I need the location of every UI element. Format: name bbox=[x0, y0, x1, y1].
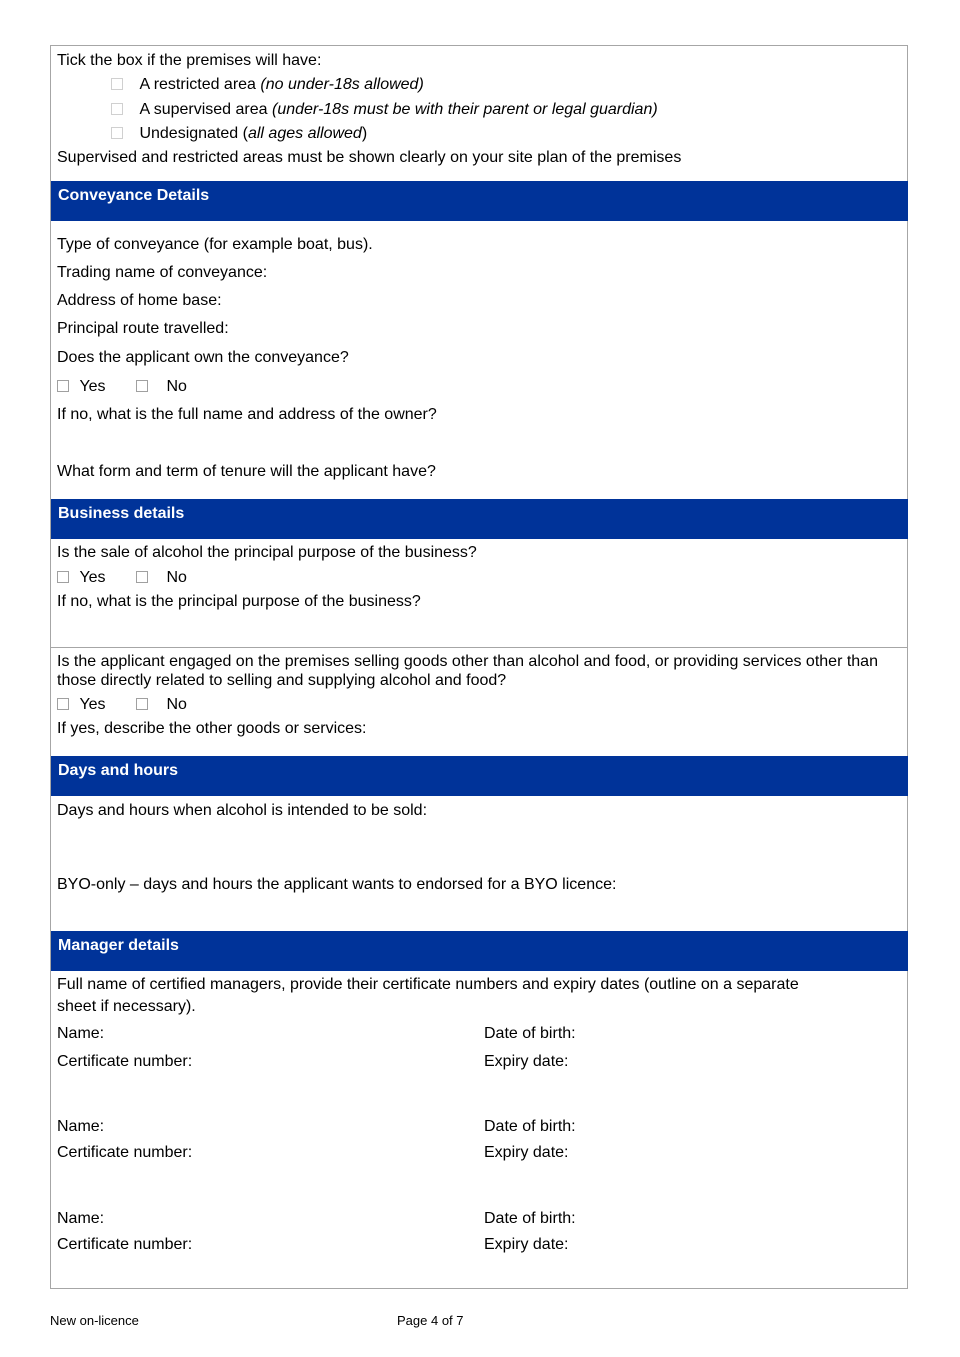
other-goods-question-line1: Is the applicant engaged on the premises selling goods other than alcohol and food, or providing services other than bbox=[57, 653, 878, 670]
business-header bbox=[51, 499, 908, 539]
yes-label: Yes bbox=[79, 696, 106, 713]
conveyance-type-label: Type of conveyance (for example boat, bus). bbox=[57, 236, 373, 253]
trading-name-label: Trading name of conveyance: bbox=[57, 264, 268, 281]
home-base-label: Address of home base: bbox=[57, 292, 222, 309]
supervised-area-option bbox=[111, 100, 658, 120]
name-label: Name: bbox=[57, 1118, 105, 1135]
section-title: Business details bbox=[58, 505, 185, 522]
expiry-label: Expiry date: bbox=[484, 1144, 569, 1161]
no-label: No bbox=[166, 569, 187, 586]
section-title: Days and hours bbox=[58, 762, 179, 779]
no-checkbox[interactable] bbox=[136, 571, 148, 583]
route-label: Principal route travelled: bbox=[57, 320, 229, 337]
option-suffix: ) bbox=[361, 125, 368, 142]
other-goods-options bbox=[57, 695, 187, 715]
principal-purpose-followup: If no, what is the principal purpose of the business? bbox=[57, 593, 421, 610]
yes-checkbox[interactable] bbox=[57, 571, 69, 583]
option-label: A restricted area bbox=[139, 76, 261, 93]
section-title: Conveyance Details bbox=[58, 187, 210, 204]
dob-label: Date of birth: bbox=[484, 1118, 576, 1135]
dob-label: Date of birth: bbox=[484, 1025, 576, 1042]
yes-checkbox[interactable] bbox=[57, 380, 69, 392]
footer-page-number: Page 4 of 7 bbox=[397, 1313, 464, 1328]
name-label: Name: bbox=[57, 1210, 105, 1227]
certificate-label: Certificate number: bbox=[57, 1053, 193, 1070]
option-label: A supervised area bbox=[139, 101, 272, 118]
application-form bbox=[50, 45, 908, 1289]
own-conveyance-options bbox=[57, 377, 187, 397]
sale-hours-label: Days and hours when alcohol is intended to be sold: bbox=[57, 802, 428, 819]
footer-doc-name: New on-licence bbox=[50, 1313, 139, 1328]
byo-hours-label: BYO-only – days and hours the applicant wants to endorsed for a BYO licence: bbox=[57, 876, 617, 893]
conveyance-header bbox=[51, 181, 908, 221]
undesignated-option bbox=[111, 124, 367, 144]
manager-intro-line1: Full name of certified managers, provide their certificate numbers and expiry dates (outline on a separate bbox=[57, 976, 799, 993]
yes-label: Yes bbox=[79, 569, 106, 586]
supervised-area-checkbox[interactable] bbox=[111, 103, 123, 115]
certificate-label: Certificate number: bbox=[57, 1144, 193, 1161]
divider bbox=[51, 647, 908, 648]
option-note: all ages allowed bbox=[247, 125, 362, 142]
restricted-area-option bbox=[111, 75, 424, 95]
option-label: Undesignated ( bbox=[139, 125, 248, 142]
area-intro: Tick the box if the premises will have: bbox=[57, 52, 322, 69]
principal-purpose-question: Is the sale of alcohol the principal purpose of the business? bbox=[57, 544, 477, 561]
own-conveyance-question: Does the applicant own the conveyance? bbox=[57, 349, 349, 366]
no-label: No bbox=[166, 696, 187, 713]
no-checkbox[interactable] bbox=[136, 380, 148, 392]
manager-intro-line2: sheet if necessary). bbox=[57, 998, 196, 1015]
other-goods-followup: If yes, describe the other goods or services: bbox=[57, 720, 367, 737]
principal-purpose-options bbox=[57, 568, 187, 588]
yes-checkbox[interactable] bbox=[57, 698, 69, 710]
area-footnote: Supervised and restricted areas must be shown clearly on your site plan of the premises bbox=[57, 149, 682, 166]
yes-label: Yes bbox=[79, 378, 106, 395]
tenure-question: What form and term of tenure will the applicant have? bbox=[57, 463, 436, 480]
expiry-label: Expiry date: bbox=[484, 1236, 569, 1253]
name-label: Name: bbox=[57, 1025, 105, 1042]
other-goods-question-line2: those directly related to selling and supplying alcohol and food? bbox=[57, 672, 507, 689]
section-title: Manager details bbox=[58, 937, 179, 954]
no-checkbox[interactable] bbox=[136, 698, 148, 710]
expiry-label: Expiry date: bbox=[484, 1053, 569, 1070]
no-label: No bbox=[166, 378, 187, 395]
undesignated-checkbox[interactable] bbox=[111, 127, 123, 139]
manager-header bbox=[51, 931, 908, 971]
option-note: (under-18s must be with their parent or legal guardian) bbox=[271, 101, 658, 118]
restricted-area-checkbox[interactable] bbox=[111, 78, 123, 90]
owner-question: If no, what is the full name and address of the owner? bbox=[57, 406, 437, 423]
days-hours-header bbox=[51, 756, 908, 796]
certificate-label: Certificate number: bbox=[57, 1236, 193, 1253]
option-note: (no under-18s allowed) bbox=[260, 76, 424, 93]
dob-label: Date of birth: bbox=[484, 1210, 576, 1227]
